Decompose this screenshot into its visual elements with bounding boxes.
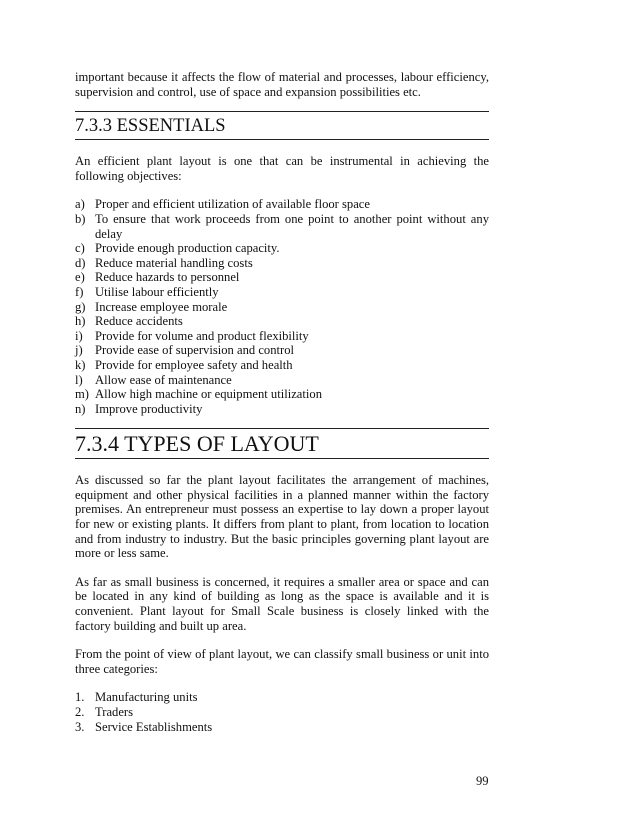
list-item-text: Allow ease of maintenance [95, 372, 232, 387]
categories-list [75, 690, 489, 734]
list-item [75, 314, 489, 329]
list-marker: j) [75, 343, 83, 358]
list-item [75, 387, 489, 402]
list-marker: 2. [75, 705, 85, 719]
list-marker: b) [75, 211, 86, 226]
list-marker: a) [75, 197, 85, 212]
section-heading-essentials: 7.3.3 ESSENTIALS [75, 111, 489, 140]
list-marker: d) [75, 255, 86, 270]
list-item [75, 402, 489, 417]
list-item-text: Provide for employee safety and health [95, 357, 293, 372]
list-item [75, 197, 489, 212]
list-item-text: Increase employee morale [95, 299, 228, 314]
list-marker: k) [75, 357, 86, 372]
list-item [75, 358, 489, 373]
list-marker: l) [75, 372, 83, 387]
page-number: 99 [476, 774, 489, 788]
list-marker: m) [75, 387, 89, 402]
list-item-text: Allow high machine or equipment utilization [95, 387, 322, 402]
list-marker: i) [75, 328, 83, 343]
list-marker: h) [75, 314, 86, 329]
types-paragraph: As far as small business is concerned, it requires a smaller area or space and can be located in any kind of building as long as the space is available and it is convenient. Plant layout for Small Scale business is closely linked with the factory building and built up area. [75, 574, 489, 633]
list-marker: 3. [75, 719, 85, 734]
list-item-text: Reduce accidents [95, 314, 183, 329]
list-marker: n) [75, 401, 86, 416]
list-marker: c) [75, 241, 85, 256]
list-item-text: Provide for volume and product flexibility [95, 328, 309, 343]
list-item [75, 705, 489, 720]
list-marker: g) [75, 299, 86, 314]
types-paragraph: As discussed so far the plant layout facilitates the arrangement of machines, equipment and other physical facilities in a planned manner within the factory premises. An entrepreneur must possess an expertise to lay down a proper layout for new or existing plants. It differs from plant to plant, from location to location and from industry to industry. But the basic principles governing plant layout are more or less same. [75, 473, 489, 561]
list-item [75, 373, 489, 388]
list-item [75, 300, 489, 315]
list-item-text: Reduce material handling costs [95, 255, 253, 270]
list-item-text: Service Establishments [95, 719, 213, 734]
list-marker: e) [75, 270, 85, 285]
list-item-text: Provide ease of supervision and control [95, 343, 295, 358]
list-item [75, 285, 489, 300]
list-item-text: Manufacturing units [95, 690, 198, 705]
list-item [75, 241, 489, 256]
list-item [75, 690, 489, 705]
section-heading-types-of-layout: 7.3.4 TYPES OF LAYOUT [75, 428, 489, 459]
list-item [75, 343, 489, 358]
essentials-lead-paragraph: An efficient plant layout is one that can be instrumental in achieving the following objectives: [75, 154, 489, 183]
intro-paragraph: important because it affects the flow of material and processes, labour efficiency, supervision and control, use of space and expansion possibilities etc. [75, 70, 489, 99]
list-marker: 1. [75, 690, 85, 705]
list-item-text: Provide enough production capacity. [95, 241, 280, 256]
list-marker: f) [75, 284, 84, 299]
list-item [75, 256, 489, 271]
list-item-text: Traders [95, 705, 134, 719]
objectives-list [75, 197, 489, 416]
types-paragraph: From the point of view of plant layout, we can classify small business or unit into three categories: [75, 647, 489, 676]
list-item [75, 270, 489, 285]
page-content [75, 70, 489, 734]
list-item [75, 212, 489, 241]
list-item-text: To ensure that work proceeds from one point to another point without any delay [95, 211, 489, 241]
list-item-text: Proper and efficient utilization of available floor space [95, 197, 370, 212]
list-item-text: Improve productivity [95, 401, 203, 416]
list-item [75, 720, 489, 735]
list-item-text: Utilise labour efficiently [95, 284, 219, 299]
list-item [75, 329, 489, 344]
list-item-text: Reduce hazards to personnel [95, 270, 240, 285]
